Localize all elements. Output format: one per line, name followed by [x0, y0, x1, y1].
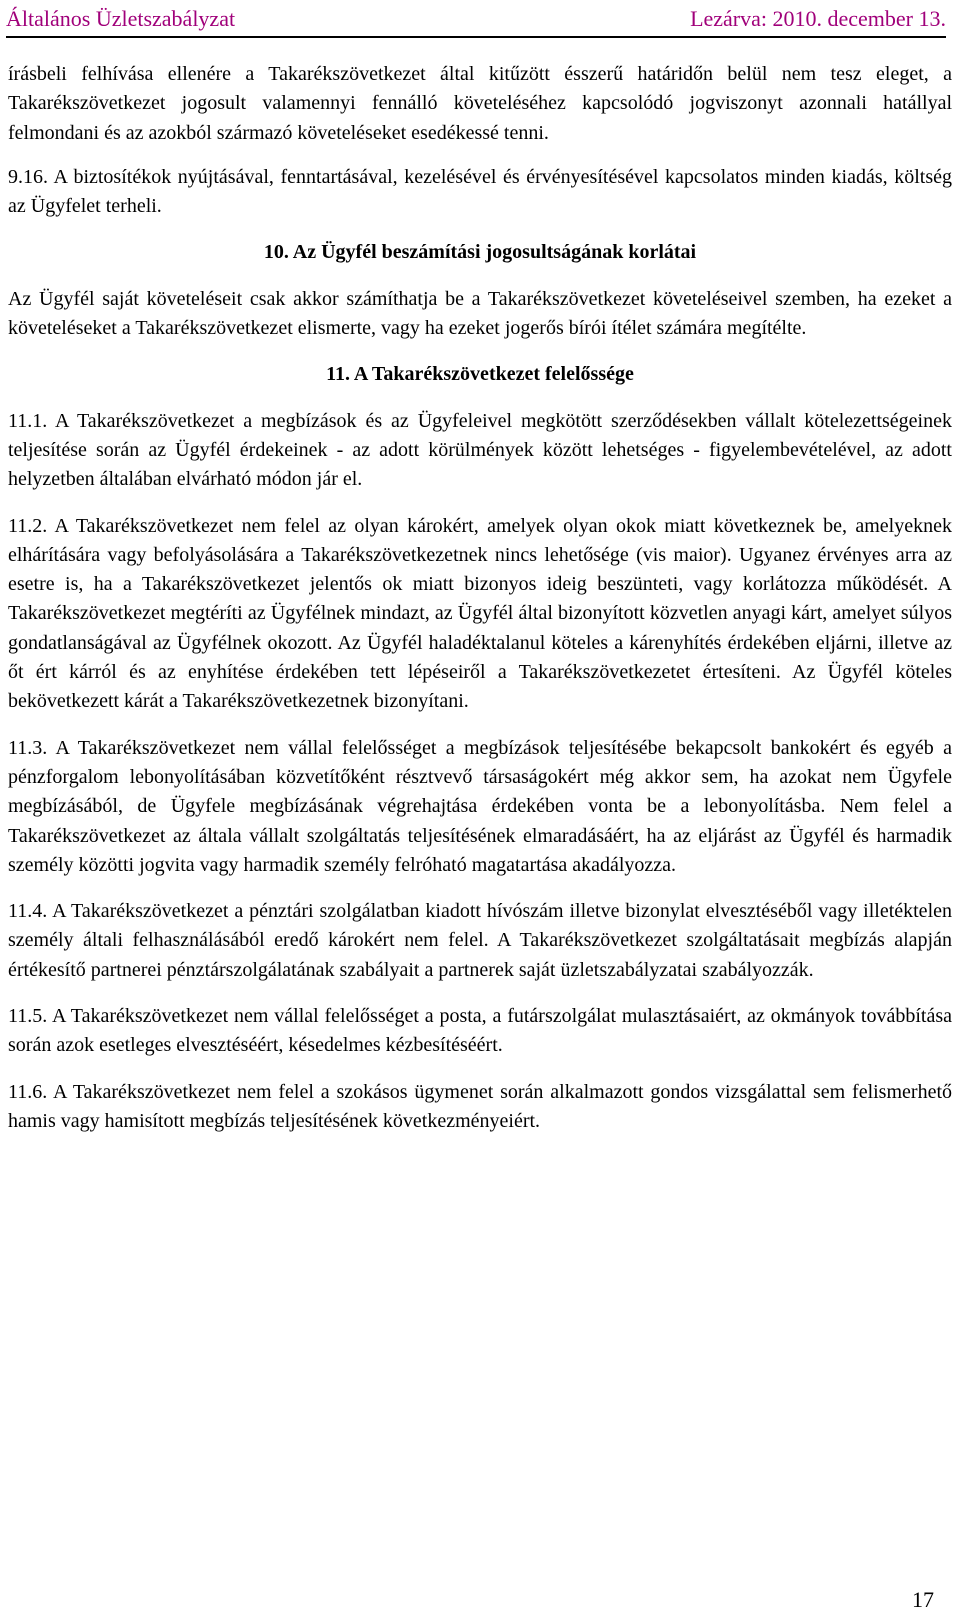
paragraph-continued: írásbeli felhívása ellenére a Takarékszövetkezet által kitűzött ésszerű határidőn belül nem tesz eleget, a Takarékszövetkezet jogosult valamennyi fennálló követeléséhez kapcsolódó jogviszonyt azonnali hatállyal felmondani és az azokból származó követeléseket esedékessé tenni.	[8, 63, 952, 144]
header-date: Lezárva: 2010. december 13.	[690, 6, 946, 31]
document-body	[8, 60, 952, 1153]
paragraph-11-6: 11.6. A Takarékszövetkezet nem felel a szokásos ügymenet során alkalmazott gondos vizsgálattal sem felismerhető hamis vagy hamisított megbízás teljesítésének következményeiért.	[8, 1080, 952, 1132]
section-heading-11: 11. A Takarékszövetkezet felelőssége	[326, 363, 634, 386]
paragraph-11-2: 11.2. A Takarékszövetkezet nem felel az olyan károkért, amelyek olyan okok miatt következnek be, amelyeknek elhárítására vagy befolyásolására a Takarékszövetkezetnek nincs lehetősége (vis maior). Ugyanez érvényes arra az esetre is, ha a Takarékszövetkezet jelentős ok miatt bizonyos ideig beszünteti, vagy korlátozza működését. A Takarékszövetkezet megtéríti az Ügyfélnek mindazt, az Ügyfél által bizonyított közvetlen anyagi kárt, amelyet súlyos gondatlanságával az Ügyfélnek okozott. Az Ügyfél haladéktalanul köteles a kárenyhítés érdekében eljárni, illetve az őt ért kárról és az enyhítése érdekében tett lépéseiről a Takarékszövetkezetet értesíteni. Az Ügyfél köteles bekövetkezett kárát a Takarékszövetkezetnek bizonyítani.	[8, 514, 952, 713]
paragraph-11-3: 11.3. A Takarékszövetkezet nem vállal felelősséget a megbízások teljesítésébe bekapcsolt bankokért és egyéb a pénzforgalom lebonyolításában közvetítőként résztvevő társaságokért még akkor sem, ha azokat nem Ügyfele megbízásából, de Ügyfele megbízásának végrehajtása érdekében vonta be a lebonyolításba. Nem felel a Takarékszövetkezet az általa vállalt szolgáltatás teljesítésének elmaradásáért, ha az eljárást az Ügyfél és harmadik személy közötti jogvita vagy harmadik személy felróható magatartása akadályozza.	[8, 736, 952, 876]
paragraph-9-16: 9.16. A biztosítékok nyújtásával, fenntartásával, kezelésével és érvényesítésével kapcsolatos minden kiadás, költség az Ügyfelet terheli.	[8, 165, 952, 218]
paragraph-10: Az Ügyfél saját követeléseit csak akkor számíthatja be a Takarékszövetkezet követeléseivel szemben, ha ezeket a követeléseket a Takarékszövetkezet elismerte, vagy ha ezeket jogerős bírói ítélet számára megítélte.	[8, 287, 952, 340]
page-number: 17	[912, 1587, 934, 1612]
header-title: Általános Üzletszabályzat	[6, 6, 236, 31]
section-heading-10: 10. Az Ügyfél beszámítási jogosultságának korlátai	[263, 241, 697, 264]
paragraph-11-1: 11.1. A Takarékszövetkezet a megbízások és az Ügyfeleivel megkötött szerződésekben vállalt kötelezettségeinek teljesítése során az Ügyfél érdekeinek - az adott körülmények között lehetséges - figyelembevételével, az adott helyzetben általában elvárható módon jár el.	[8, 409, 952, 491]
paragraph-11-5: 11.5. A Takarékszövetkezet nem vállal felelősséget a posta, a futárszolgálat mulasztásaiért, az okmányok továbbítása során azok esetleges elvesztéséért, késedelmes kézbesítéséért.	[8, 1005, 952, 1057]
paragraph-11-4: 11.4. A Takarékszövetkezet a pénztári szolgálatban kiadott hívószám illetve bizonylat elvesztéséből vagy illetéktelen személy általi felhasználásából eredő károkért nem felel. A Takarékszövetkezet szolgáltatásait megbízás alapján értékesítő partnerei pénztárszolgálatának szabályait a partnerek saját üzletszabályzatai szabályozzák.	[8, 900, 952, 981]
page-header	[6, 2, 946, 38]
